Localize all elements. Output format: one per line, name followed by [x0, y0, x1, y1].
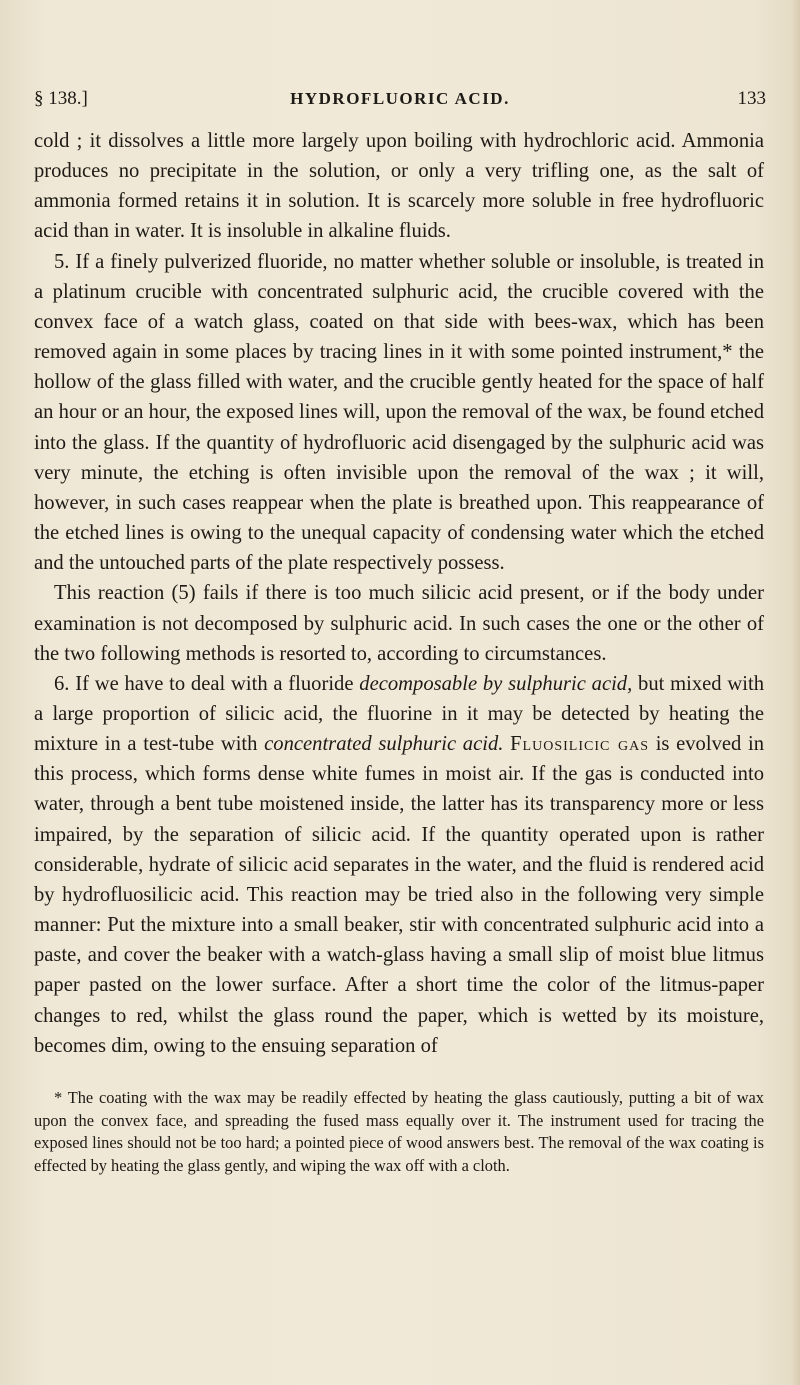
- page-edge: [790, 0, 800, 1385]
- small-caps-fluosilicic-gas: Fluosilicic gas: [510, 733, 650, 756]
- running-title: HYDROFLUORIC ACID.: [290, 89, 510, 108]
- italic-phrase-decomposable: decomposable by sulphuric acid,: [359, 672, 633, 695]
- italic-phrase-concentrated: concentrated sulphuric acid.: [264, 733, 504, 756]
- paragraph-2: [34, 247, 764, 579]
- page-number: 133: [737, 88, 766, 109]
- main-text: [34, 126, 764, 1061]
- paragraph-4-part-b: but mixed with a large proportion of silicic acid, the fluorine in it may be detected by heating the mixture in a test-tube with: [34, 672, 764, 756]
- footnote-text: The coating with the wax may be readily effected by heating the glass cautiously, putting a bit of wax upon the convex face, and spreading the fused mass equally over it. The instrument used for tracing the exposed lines should not be too hard; a pointed piece of wood answers best. The removal of the wax coating is effected by heating the glass gently, and wiping the wax off with a cloth.: [34, 1088, 764, 1175]
- footnote-mark: *: [722, 341, 733, 364]
- paragraph-2-part-b: the hollow of the glass filled with water, and the crucible gently heated for the space of half an hour or an hour, the exposed lines will, upon the removal of the wax, be found etched into the glass. If the quantity of hydrofluoric acid disengaged by the sulphuric acid was very minute, the etching is often invisible upon the removal of the wax ; it will, however, in such cases reappear when the plate is breathed upon. This reappearance of the etched lines is owing to the unequal capacity of condensing water which the etched and the untouched parts of the plate respectively possess.: [34, 341, 765, 575]
- section-reference: § 138.]: [34, 88, 88, 109]
- paragraph-4-part-d: is evolved in this process, which forms dense white fumes in moist air. If the gas is conducted into water, through a bent tube moistened inside, the latter has its transparency more or less impaired, by the separation of silicic acid. If the quantity operated upon is rather considerable, hydrate of silicic acid separates in the water, and the fluid is rendered acid by hydrofluosilicic acid. This reaction may be tried also in the following very simple manner: Put the mixture into a small beaker, stir with concentrated sulphuric acid into a paste, and cover the beaker with a watch-glass having a small slip of moist blue litmus paper pasted on the lower surface. After a short time the color of the litmus-paper changes to red, whilst the glass round the paper, which is wetted by its moisture, becomes dim, owing to the ensuing separation of: [34, 733, 764, 1057]
- footnote-paragraph: [34, 1087, 764, 1177]
- paragraph-4: [34, 669, 764, 1061]
- paragraph-3: This reaction (5) fails if there is too much silicic acid present, or if the body under examination is not decomposed by sulphuric acid. In such cases the one or the other of the two following methods is resorted to, according to circumstances.: [34, 582, 764, 665]
- footnote-marker: *: [54, 1088, 63, 1107]
- footnote: [34, 1087, 764, 1177]
- paragraph-1: cold ; it dissolves a little more largely upon boiling with hydrochloric acid. Ammonia produces no precipitate in the solution, or only a very trifling one, as the salt of ammonia formed retains it in solution. It is scarcely more soluble in free hydrofluoric acid than in water. It is insoluble in alkaline fluids.: [34, 130, 764, 243]
- paragraph-4-part-a: 6. If we have to deal with a fluoride: [54, 672, 360, 695]
- running-header: [34, 84, 766, 114]
- paragraph-2-part-a: 5. If a finely pulverized fluoride, no matter whether soluble or insoluble, is treated in a platinum crucible with concentrated sulphuric acid, the crucible covered with the convex face of a watch glass, coated on that side with bees-wax, which has been removed again in some places by tracing lines in it with some pointed instrument,: [34, 250, 764, 364]
